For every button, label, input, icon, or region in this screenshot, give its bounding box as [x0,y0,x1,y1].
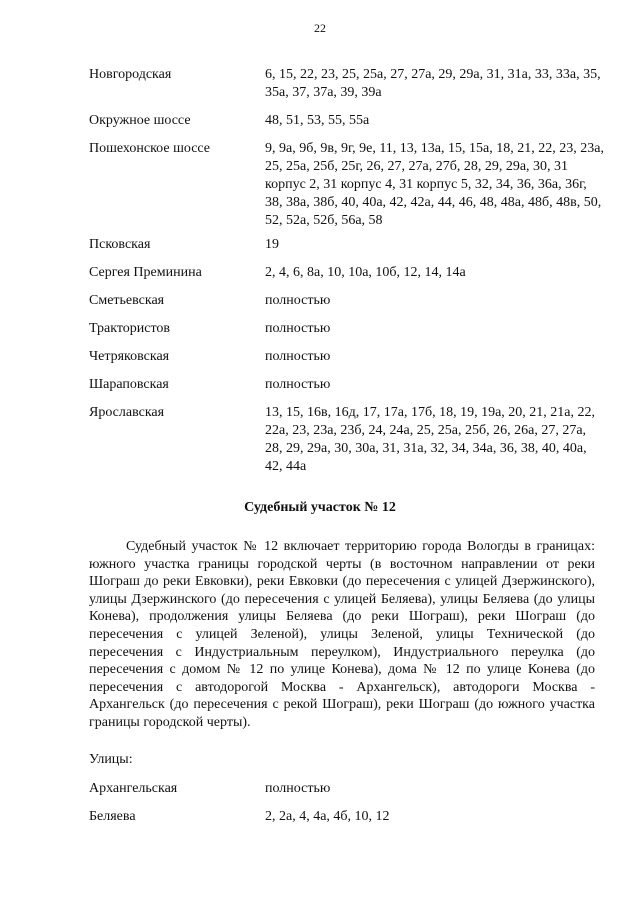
streets-table-12 [89,780,609,836]
house-numbers: 6, 15, 22, 23, 25, 25а, 27, 27а, 29, 29а, 31, 31а, 33, 33а, 35, 35а, 37, 37а, 39, 39а [265,67,601,100]
house-numbers: 13, 15, 16в, 16д, 17, 17а, 17б, 18, 19, 19а, 20, 21, 21а, 22, 22а, 23, 23а, 23б, 24, 24а, 25, 25а, 25б, 26, 26а, 27, 27а, 28, 29, 29а, 30, 30а, 31, 31а, 32, 34, 34а, 36, 38, 40, 40а, 42, 44а [265,405,595,474]
street-name: Ярославская [89,405,165,420]
street-name: Четряковская [89,349,170,364]
house-numbers: 19 [265,237,279,252]
street-row [89,112,609,140]
street-row [89,348,609,376]
street-row [89,320,609,348]
street-row [89,376,609,404]
street-row [89,66,609,112]
street-name: Новгородская [89,67,172,82]
house-numbers: 2, 4, 6, 8а, 10, 10а, 10б, 12, 14, 14а [265,265,466,280]
street-row [89,264,609,292]
street-name: Шараповская [89,377,169,392]
street-row [89,780,609,808]
streets-label: Улицы: [89,752,133,767]
street-name: Архангельская [89,781,178,796]
street-name: Окружное шоссе [89,113,191,128]
house-numbers: 48, 51, 53, 55, 55а [265,113,370,128]
street-name: Трактористов [89,321,171,336]
streets-table [89,66,609,476]
section-description: Судебный участок № 12 включает территорию города Вологды в границах: южного участка границы городской черты (в восточном направлении от реки Шограш до реки Евковки), реки Евковки (до пересечения с улицей Дзержинского), улицы Дзержинского (до пересечения с улицей Беляева), улицы Беляева (до улицы Конева), продолжения улицы Беляева (до реки Шограш), реки Шограш (до пересечения с улицей Зеленой), улицы Зеленой, улицы Технической (до пересечения с Индустриальным переулком), Индустриального переулка (до пересечения с домом № 12 по улице Конева), дома № 12 по улице Конева (до пересечения с автодорогой Москва - Архангельск), автодороги Москва - Архангельск (до пересечения с рекой Шограш), реки Шограш (до южного участка границы городской черты). [89,539,595,730]
house-numbers: 2, 2а, 4, 4а, 4б, 10, 12 [265,809,390,824]
page-number: 22 [314,21,326,35]
street-row [89,292,609,320]
house-numbers: полностью [265,377,331,392]
house-numbers: 9, 9а, 9б, 9в, 9г, 9е, 11, 13, 13а, 15, 15а, 18, 21, 22, 23, 23а, 25, 25а, 25б, 25г, 26, 27, 27а, 27б, 28, 29, 29а, 30, 31 корпус 2, 31 корпус 4, 31 корпус 5, 32, 34, 36, 36а, 36г, 38, 38а, 38б, 40, 40а, 42, 42а, 44, 46, 48, 48а, 48б, 48в, 50, 52, 52а, 52б, 56а, 58 [265,141,604,228]
street-row [89,404,609,476]
street-name: Псковская [89,237,151,252]
street-row [89,140,609,236]
house-numbers: полностью [265,781,331,796]
street-row [89,236,609,264]
section-title: Судебный участок № 12 [244,500,396,515]
street-name: Сергея Преминина [89,265,202,280]
street-name: Сметьевская [89,293,165,308]
house-numbers: полностью [265,293,331,308]
house-numbers: полностью [265,349,331,364]
house-numbers: полностью [265,321,331,336]
street-row [89,808,609,836]
street-name: Беляева [89,809,136,824]
street-name: Пошехонское шоссе [89,141,211,156]
